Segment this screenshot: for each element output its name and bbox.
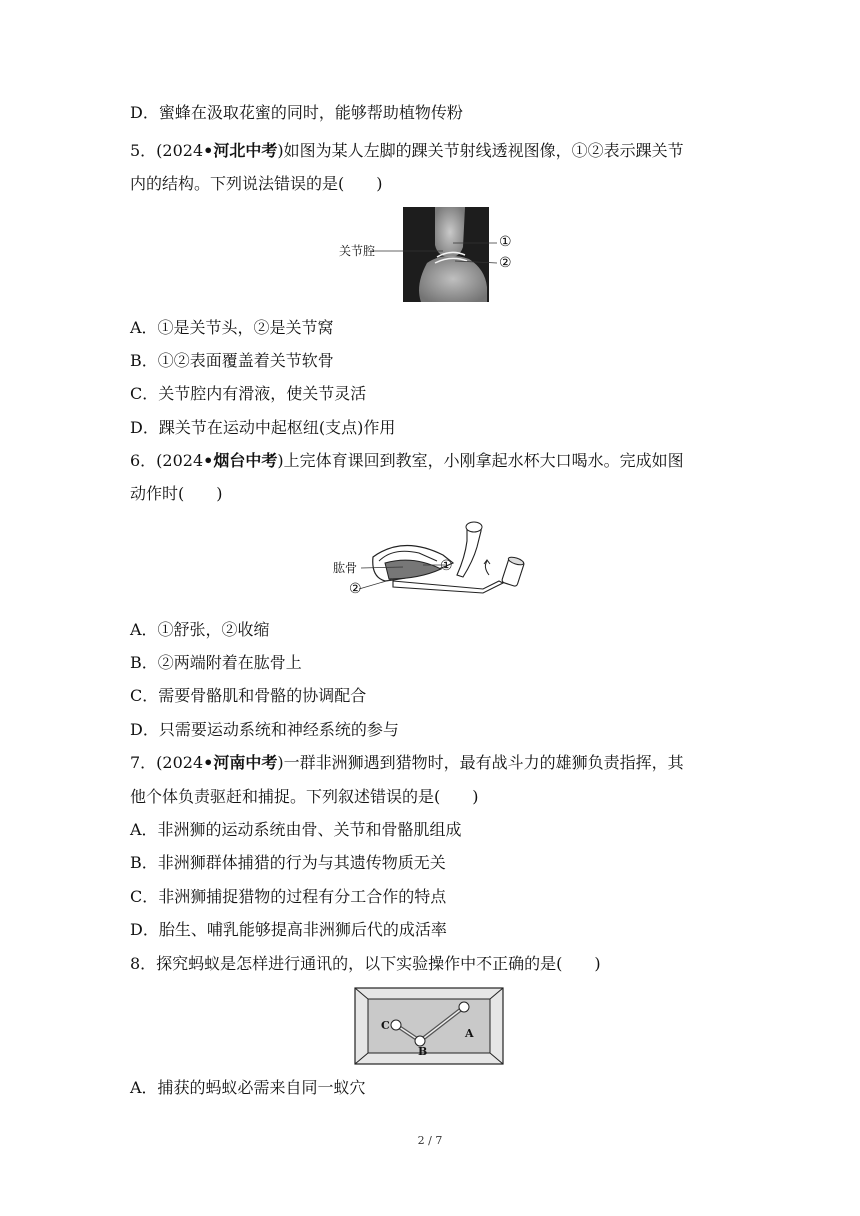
page-number: 2 / 7 bbox=[417, 1134, 443, 1147]
q6-stem-line1 bbox=[130, 451, 740, 471]
ant-tray-figure bbox=[354, 987, 504, 1065]
ankle-xray-figure bbox=[335, 207, 525, 302]
q7-stem-rest: )一群非洲狮遇到猎物时，最有战斗力的雄狮负责指挥，其 bbox=[277, 753, 684, 772]
q5-option-b: B．①②表面覆盖着关节软骨 bbox=[130, 351, 334, 370]
q7-stem-line1 bbox=[130, 753, 740, 773]
fig2-label-2: ② bbox=[349, 581, 362, 597]
q7-option-c: C．非洲狮捕捉猎物的过程有分工合作的特点 bbox=[130, 887, 447, 906]
q6-num: 6．(2024 bbox=[130, 451, 204, 470]
q5-option-c: C．关节腔内有滑液，使关节灵活 bbox=[130, 384, 367, 403]
q6-source: •烟台中考 bbox=[203, 451, 278, 470]
q6-stem-line2: 动作时( ) bbox=[130, 484, 223, 503]
q7-stem-line2: 他个体负责驱赶和捕捉。下列叙述错误的是( ) bbox=[130, 787, 479, 806]
q6-stem-rest: )上完体育课回到教室，小刚拿起水杯大口喝水。完成如图 bbox=[277, 451, 684, 470]
q5-source: •河北中考 bbox=[203, 141, 278, 160]
q5-stem-line2: 内的结构。下列说法错误的是( ) bbox=[130, 174, 383, 193]
q5-option-a: A．①是关节头，②是关节窝 bbox=[130, 318, 334, 337]
fig1-label-cavity: 关节腔 bbox=[339, 244, 376, 258]
q5-stem-line1 bbox=[130, 141, 740, 161]
q8-stem-line1: 8．探究蚂蚁是怎样进行通讯的，以下实验操作中不正确的是( ) bbox=[130, 954, 601, 973]
q6-option-c: C．需要骨骼肌和骨骼的协调配合 bbox=[130, 686, 367, 705]
q7-option-a: A．非洲狮的运动系统由骨、关节和骨骼肌组成 bbox=[130, 820, 462, 839]
q7-num: 7．(2024 bbox=[130, 753, 204, 772]
q5-num: 5．(2024 bbox=[130, 141, 204, 160]
fig2-label-humerus: 肱骨 bbox=[333, 561, 358, 575]
fig3-label-a: A bbox=[465, 1027, 474, 1040]
arm-muscle-figure bbox=[333, 517, 533, 607]
fig3-label-c: C bbox=[381, 1019, 390, 1032]
q6-option-d: D．只需要运动系统和神经系统的参与 bbox=[130, 720, 399, 739]
q7-source: •河南中考 bbox=[203, 753, 278, 772]
q7-option-d: D．胎生、哺乳能够提高非洲狮后代的成活率 bbox=[130, 920, 447, 939]
q8-option-a: A．捕获的蚂蚁必需来自同一蚁穴 bbox=[130, 1078, 366, 1097]
q5-stem-rest: )如图为某人左脚的踝关节射线透视图像，①②表示踝关节 bbox=[277, 141, 684, 160]
fig1-label-2: ② bbox=[499, 255, 512, 271]
fig1-label-1: ① bbox=[499, 234, 512, 250]
line-d-bee: D．蜜蜂在汲取花蜜的同时，能够帮助植物传粉 bbox=[130, 103, 463, 122]
q5-option-d: D．踝关节在运动中起枢纽(支点)作用 bbox=[130, 418, 396, 437]
fig3-label-b: B bbox=[418, 1045, 428, 1058]
q7-option-b: B．非洲狮群体捕猎的行为与其遗传物质无关 bbox=[130, 853, 446, 872]
q6-option-a: A．①舒张，②收缩 bbox=[130, 620, 270, 639]
fig2-label-1: ① bbox=[440, 558, 453, 574]
q6-option-b: B．②两端附着在肱骨上 bbox=[130, 653, 302, 672]
